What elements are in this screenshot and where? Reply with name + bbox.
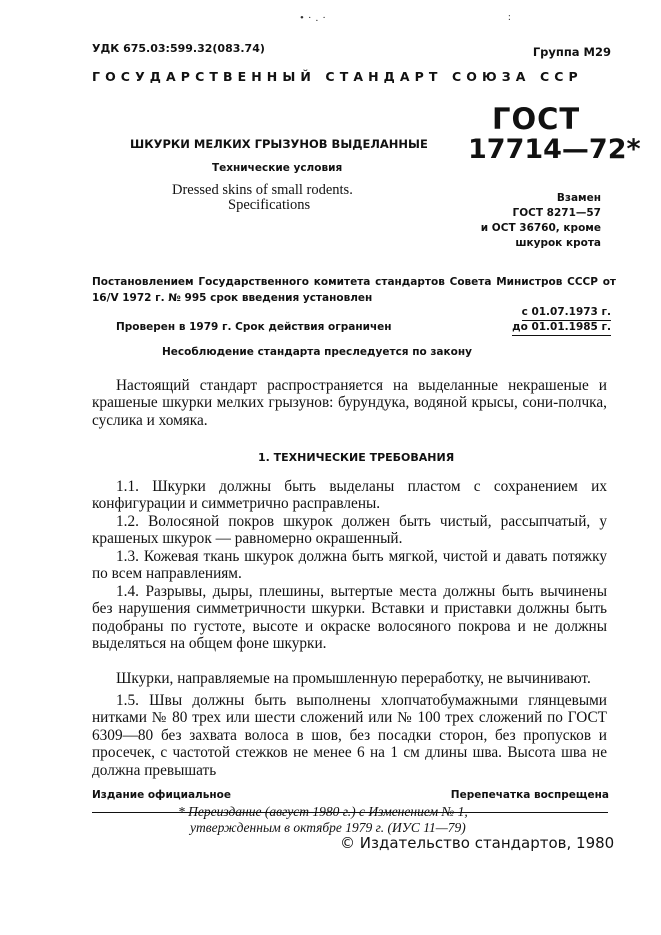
intro-paragraph: Настоящий стандарт распространяется на выделанные некрашеные и крашеные шкурки мелких грызунов: бурундука, водяной крысы, сони-полчка, суслика и хомяка. <box>92 377 607 429</box>
reissue-note-line: утвержденным в октябре 1979 г. (ИУС 11—79) <box>190 820 466 835</box>
section-title: 1. ТЕХНИЧЕСКИЕ ТРЕБОВАНИЯ <box>258 451 455 464</box>
clause-1-1: 1.1. Шкурки должны быть выделаны пластом с сохранением их конфигурации и симметрично расправлены. <box>92 478 607 513</box>
english-title: Dressed skins of small rodents. <box>172 182 353 198</box>
replaces-block <box>481 191 601 251</box>
official-edition: Издание официальное <box>92 789 231 801</box>
effective-date: с 01.07.1973 г. <box>522 306 611 321</box>
decree-text: Постановлением Государственного комитета стандартов Совета Министров СССР от 16/V 1972 г. № 995 срок введения установлен <box>92 276 616 304</box>
replaces-line: и ОСТ 36760, кроме <box>480 222 601 234</box>
clause-1-5: 1.5. Швы должны быть выполнены хлопчатобумажными глянцевыми нитками № 80 трех или шести сложений или № 100 трех сложений по ГОСТ 6309—80 без захвата волоса в шов, без посадки сторон, без пропусков и просечек, с частотой стежков не менее 6 на 1 см длины шва. Высота шва не должна превышать <box>92 692 607 779</box>
replaces-line: ГОСТ 8271—57 <box>512 207 601 219</box>
clause-1-3: 1.3. Кожевая ткань шкурок должна быть мягкой, чистой и давать потяжку по всем направлениям. <box>92 548 607 583</box>
clause-1-2: 1.2. Волосяной покров шкурок должен быть чистый, рассыпчатый, у крашеных шкурок — равномерно окрашенный. <box>92 513 607 548</box>
replaces-line: шкурок крота <box>515 237 601 249</box>
law-notice: Несоблюдение стандарта преследуется по закону <box>162 346 472 358</box>
group-code: Группа М29 <box>532 45 611 59</box>
checked-note: Проверен в 1979 г. Срок действия ограничен <box>116 321 392 333</box>
clause-1-4: 1.4. Разрывы, дыры, плешины, вытертые места должны быть вычинены без нарушения симметричности шкурки. Вставки и приставки должны быть подобраны по густоте, высоте и окраске волосяного покрова и не должны выделяться на общем фоне шкурки. <box>92 583 607 653</box>
scan-speck: : <box>508 12 511 23</box>
reprint-notice: Перепечатка воспрещена <box>450 789 609 801</box>
document-title: ШКУРКИ МЕЛКИХ ГРЫЗУНОВ ВЫДЕЛАННЫЕ <box>130 137 428 151</box>
document-subtitle: Технические условия <box>212 162 343 174</box>
reissue-note-line: * Переиздание (август 1980 г.) с Изменением № 1, <box>178 804 468 819</box>
scan-specks: •·.· <box>300 12 330 24</box>
expiry-date: до 01.01.1985 г. <box>512 321 611 336</box>
udk-code: УДК 675.03:599.32(083.74) <box>92 42 265 55</box>
english-subtitle: Specifications <box>228 197 311 213</box>
copyright: © Издательство стандартов, 1980 <box>340 834 615 852</box>
gost-label: ГОСТ <box>492 102 581 136</box>
replaces-line: Взамен <box>556 192 601 204</box>
gost-number: 17714—72* <box>468 134 641 165</box>
state-standard-heading: ГОСУДАРСТВЕННЫЙ СТАНДАРТ СОЮЗА ССР <box>92 69 583 84</box>
reissue-note <box>178 804 468 836</box>
clause-1-4-note: Шкурки, направляемые на промышленную переработку, не вычинивают. <box>116 670 591 687</box>
